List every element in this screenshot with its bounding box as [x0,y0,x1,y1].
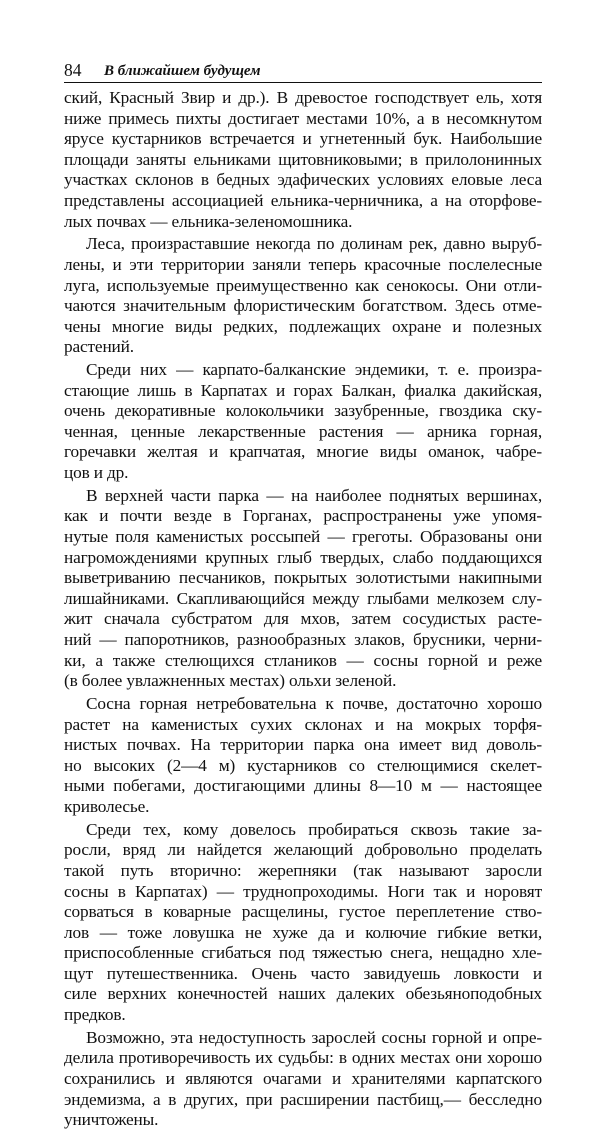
text-line: предков. [64,1005,126,1025]
text-line: сорваться в коварные расщелины, густое переплетение ство- [64,902,542,922]
text-line: ний — папоротников, разнообразных злаков, брусники, черни- [64,630,542,649]
text-line: ский, Красный Звир и др.). В древостое господствует ель, хотя [64,88,542,107]
text-line: ченная, ценные лекарственные растения — арника горная, [64,421,542,441]
page-number: 84 [64,60,82,80]
text-line: (в более увлажненных местах) ольхи зеленой. [64,671,397,691]
paragraph-7 [64,1028,542,1131]
text-line: лов — тоже ловушка не хуже да и колючие гибкие ветки, [64,922,542,942]
text-line: лены, и эти территории заняли теперь красочные послелесные [64,254,542,274]
text-line: луга, используемые преимущественно как сенокосы. Они отли- [64,275,542,295]
text-line: выветриванию песчаников, покрытых золотистыми накипными [64,568,542,588]
text-line: растет на каменистых сухих склонах и на мокрых торфя- [64,714,542,734]
text-line: щут путешественника. Очень часто завидуешь ловкости и [64,963,542,983]
running-title: В ближайшем будущем [104,63,261,79]
text-line: силе верхних конечностей наших далеких обезьяноподобных [64,984,542,1004]
text-line: криволесье. [64,796,150,816]
text-line: Сосна горная нетребовательна к почве, достаточно хорошо [86,693,542,713]
text-line: лишайниками. Скапливающийся между глыбами мелкозем слу- [64,588,542,608]
text-line: эндемизма, а в других, при расширении пастбищ,— бесследно [64,1089,542,1109]
text-line: нистых почвах. На территории парка она имеет вид доволь- [64,735,542,755]
text-line: чены многие виды редких, подлежащих охране и полезных [64,316,542,336]
text-line: ярусе кустарников встречается и угнетенный бук. Наибольшие [64,129,542,149]
paragraph-1 [64,88,542,232]
text-line: приспособленные сгибаться под тяжестью снега, нещадно хле- [64,943,542,963]
body-text [64,88,542,1133]
text-line: очень декоративные колокольчики зазубренные, гвоздика ску- [64,401,542,421]
text-line: жит сначала субстратом для мхов, затем сосудистых расте- [64,609,542,629]
text-line: Возможно, эта недоступность зарослей сосны горной и опре- [86,1027,542,1047]
text-line: участках склонов в бедных эдафических условиях еловые леса [64,170,542,190]
paragraph-2 [64,234,542,358]
text-line: делила противоречивость их судьбы: в одних местах они хорошо [64,1048,542,1068]
text-line: Леса, произраставшие некогда по долинам рек, давно выруб- [86,234,542,254]
text-line: площади заняты ельниками щитовниковыми; в прилолонинных [64,149,542,169]
text-line: растений. [64,337,134,357]
text-line: лых почвах — ельника-зеленомошника. [64,211,353,231]
paragraph-5 [64,694,542,818]
text-line: чаются значительным флористическим богатством. Здесь отме- [64,296,542,316]
text-line: ки, а также стелющихся стлаников — сосны горной и реже [64,650,542,670]
text-line: В верхней части парка — на наиболее поднятых вершинах, [86,485,542,505]
paragraph-4 [64,486,542,692]
text-line: Среди них — карпато-балканские эндемики, т. е. произра- [86,360,542,380]
text-line: Среди тех, кому довелось пробираться сквозь такие за- [86,819,542,839]
text-line: сохранились и являются очагами и хранителями карпатского [64,1069,542,1089]
text-line: ными побегами, достигающими длины 8—10 м — настоящее [64,776,542,796]
text-line: росли, вряд ли найдется желающий добровольно проделать [64,840,542,860]
text-line: такой путь вторично: жерепняки (так называют заросли [64,860,542,880]
paragraph-6 [64,820,542,1026]
text-line: нутые поля каменистых россыпей — греготы. Образованы они [64,527,542,547]
text-line: представлены ассоциацией ельника-черничника, а на оторфове- [64,190,542,210]
text-line: стающие лишь в Карпатах и горах Балкан, фиалка дакийская, [64,380,542,400]
text-line: уничтожены. [64,1110,159,1130]
paragraph-3 [64,360,542,484]
text-line: нагромождениями крупных глыб твердых, слабо поддающихся [64,547,542,567]
running-head [64,60,542,83]
text-line: горечавки желтая и крапчатая, многие виды оманок, чабре- [64,442,542,462]
text-line: цов и др. [64,463,129,483]
text-line: сосны в Карпатах) — труднопроходимы. Ноги так и норовят [64,881,542,901]
text-line: как и почти везде в Горганах, распространены уже упомя- [64,506,542,526]
text-line: но высоких (2—4 м) кустарников со стелющимися скелет- [64,755,542,775]
text-line: ниже примесь пихты достигает местами 10%, а в несомкнутом [64,108,542,128]
